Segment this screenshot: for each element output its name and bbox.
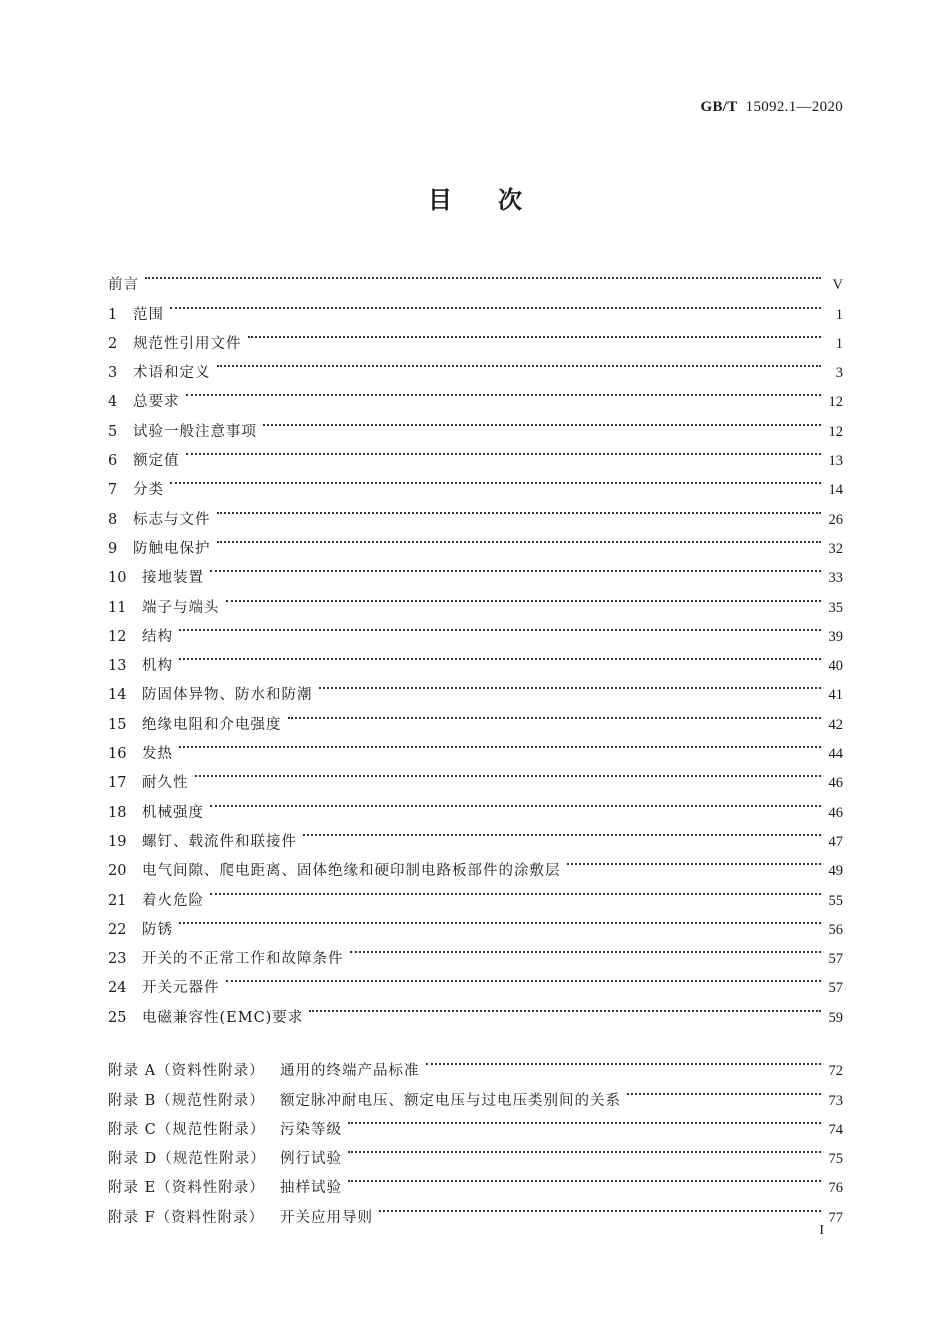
annex-entry-title: 例行试验 [280,1151,342,1168]
annex-entry-title: 开关应用导则 [280,1209,373,1226]
toc-entry-page: V [832,277,843,294]
toc-entry-title: 总要求 [133,394,180,411]
dot-leader [195,758,821,787]
dot-leader [210,787,821,816]
toc-entry[interactable] [108,436,843,470]
toc-entry-page: 39 [828,628,843,645]
standard-code [700,99,843,116]
toc-entry-title: 防锈 [142,921,173,938]
dot-leader [379,1192,821,1221]
annex-entry-prefix: 附录 D（规范性附录） [108,1151,266,1168]
dot-leader [186,436,821,465]
dot-leader [179,905,821,934]
toc-entry-number: 15 [108,716,127,733]
dot-leader [179,612,821,641]
toc-entry[interactable] [108,465,843,499]
dot-leader [309,992,820,1021]
toc-entry-title: 防触电保护 [133,540,211,557]
toc-entry-number: 4 [108,394,118,411]
toc-entry-title: 防固体异物、防水和防潮 [142,687,313,704]
dot-leader [170,465,821,494]
toc-entry-number: 20 [108,863,127,880]
toc-entry-title: 机械强度 [142,804,204,821]
page-folio: I [819,1223,824,1238]
dot-leader [288,699,821,728]
toc-entry-page: 41 [828,687,843,704]
toc-entry-page: 14 [828,482,843,499]
toc-entry-number: 1 [108,306,118,323]
toc-entry-title: 机构 [142,658,173,675]
toc-entry-number: 12 [108,628,127,645]
toc-entry[interactable] [108,875,843,909]
toc-entry-number: 14 [108,687,127,704]
toc-entry-page: 32 [828,540,843,557]
toc-entry[interactable] [108,729,843,763]
toc-entry-title: 额定值 [133,453,180,470]
toc-entry-page: 40 [828,658,843,675]
toc-entry-number: 23 [108,951,127,968]
annex-entry-title: 额定脉冲耐电压、额定电压与过电压类别间的关系 [280,1092,621,1109]
toc-entry-title: 分类 [133,482,164,499]
annex-entry-prefix: 附录 C（规范性附录） [108,1121,266,1138]
toc-entry-number: 10 [108,570,127,587]
title-char-2: 次 [498,186,522,214]
dot-leader [186,377,821,406]
annex-entry-prefix: 附录 E（资料性附录） [108,1180,265,1197]
annex-entry-page: 76 [828,1180,843,1197]
table-of-contents [108,260,843,1026]
toc-entry[interactable] [108,817,843,850]
annex-entry-page: 77 [828,1209,843,1226]
toc-entry-page: 26 [828,511,843,528]
toc-entry-page: 42 [828,716,843,733]
dot-leader [226,582,821,611]
annex-entry[interactable] [108,1046,843,1080]
annex-entry-title: 通用的终端产品标准 [280,1063,420,1080]
toc-entry-page: 33 [828,570,843,587]
toc-entry[interactable] [108,934,843,968]
annex-list [108,1046,843,1226]
annex-entry-title: 抽样试验 [280,1180,342,1197]
dot-leader [170,289,821,318]
dot-leader [627,1075,821,1104]
toc-entry[interactable] [108,289,843,323]
annex-entry-page: 73 [828,1092,843,1109]
dot-leader [217,494,821,523]
dot-leader [263,406,821,435]
toc-entry[interactable] [108,377,843,411]
toc-entry-number: 3 [108,365,118,382]
annex-entry-prefix: 附录 A（资料性附录） [108,1063,265,1080]
annex-entry-prefix: 附录 F（资料性附录） [108,1209,265,1226]
toc-entry[interactable] [108,260,843,294]
toc-entry-number: 17 [108,775,127,792]
toc-entry-number: 5 [108,423,118,440]
toc-entry-page: 56 [828,921,843,938]
toc-entry-title: 电气间隙、爬电距离、固体绝缘和硬印制电路板部件的涂敷层 [142,863,561,880]
annex-entry-prefix: 附录 B（规范性附录） [108,1092,265,1109]
toc-entry[interactable] [108,494,843,528]
toc-entry-page: 46 [828,804,843,821]
toc-entry-title: 结构 [142,628,173,645]
toc-entry[interactable] [108,670,843,704]
toc-entry-title: 开关的不正常工作和故障条件 [142,951,344,968]
toc-entry-title: 电磁兼容性(EMC)要求 [142,1009,304,1026]
toc-entry[interactable] [108,406,843,440]
standard-number: 15092.1—2020 [745,99,843,115]
toc-entry-page: 44 [828,746,843,763]
toc-entry-number: 6 [108,453,118,470]
toc-entry-title: 耐久性 [142,775,189,792]
toc-entry-page: 1 [835,306,843,323]
dot-leader [426,1046,821,1075]
dot-leader [179,729,821,758]
toc-entry-title: 试验一般注意事项 [133,423,257,440]
dot-leader [210,553,821,582]
toc-entry-title: 规范性引用文件 [133,335,242,352]
toc-entry-number: 2 [108,335,118,352]
toc-entry-number: 7 [108,482,118,499]
toc-entry-page: 1 [835,335,843,352]
toc-entry-number: 24 [108,980,127,997]
toc-entry-page: 49 [828,863,843,880]
dot-leader [303,817,821,846]
toc-entry-page: 47 [828,833,843,850]
annex-entry-page: 74 [828,1121,843,1138]
toc-entry[interactable] [108,612,843,645]
toc-entry-title: 范围 [133,306,164,323]
toc-entry-title: 绝缘电阻和介电强度 [142,716,282,733]
dot-leader [248,319,822,348]
toc-entry-number: 8 [108,511,118,528]
toc-entry-number: 18 [108,804,127,821]
dot-leader [210,875,821,904]
toc-entry-page: 35 [828,599,843,616]
toc-entry-title: 螺钉、载流件和联接件 [142,833,297,850]
toc-entry-number: 21 [108,892,127,909]
toc-entry[interactable] [108,553,843,587]
annex-entry-title: 污染等级 [280,1121,342,1138]
toc-entry-page: 46 [828,775,843,792]
toc-entry-number: 25 [108,1009,127,1026]
toc-entry-number: 9 [108,540,118,557]
toc-entry-title: 着火危险 [142,892,204,909]
dot-leader [350,934,821,963]
toc-entry[interactable] [108,758,843,792]
dot-leader [217,524,821,553]
toc-entry[interactable] [108,582,843,616]
dot-leader [348,1105,821,1134]
toc-entry-page: 55 [828,892,843,909]
dot-leader [348,1163,821,1192]
toc-entry[interactable] [108,348,843,382]
toc-entry-title: 发热 [142,746,173,763]
toc-entry[interactable] [108,905,843,938]
toc-entry-title: 前言 [108,277,139,294]
dot-leader [348,1134,821,1163]
toc-entry-title: 术语和定义 [133,365,211,382]
toc-entry[interactable] [108,524,843,557]
toc-entry-title: 接地装置 [142,570,204,587]
annex-entry-page: 72 [828,1063,843,1080]
dot-leader [145,260,821,289]
toc-entry-page: 12 [828,394,843,411]
toc-entry-number: 13 [108,658,127,675]
dot-leader [567,846,821,875]
toc-entry-number: 19 [108,833,127,850]
page-title [0,180,950,215]
dot-leader [179,641,821,670]
toc-entry-page: 57 [828,951,843,968]
annex-entry-page: 75 [828,1151,843,1168]
title-char-1: 目 [428,186,452,214]
toc-entry[interactable] [108,319,843,352]
toc-entry-page: 13 [828,453,843,470]
toc-entry-number: 22 [108,921,127,938]
toc-entry-page: 57 [828,980,843,997]
dot-leader [226,963,821,992]
toc-entry[interactable] [108,787,843,821]
toc-entry-number: 16 [108,746,127,763]
toc-entry-page: 12 [828,423,843,440]
toc-entry-page: 3 [835,365,843,382]
toc-entry-page: 59 [828,1009,843,1026]
toc-entry-number: 11 [108,599,127,616]
standard-prefix: GB/T [700,99,738,115]
toc-entry-title: 标志与文件 [133,511,211,528]
toc-entry[interactable] [108,641,843,675]
toc-entry-title: 端子与端头 [142,599,220,616]
dot-leader [319,670,821,699]
dot-leader [217,348,822,377]
toc-entry-title: 开关元器件 [142,980,220,997]
